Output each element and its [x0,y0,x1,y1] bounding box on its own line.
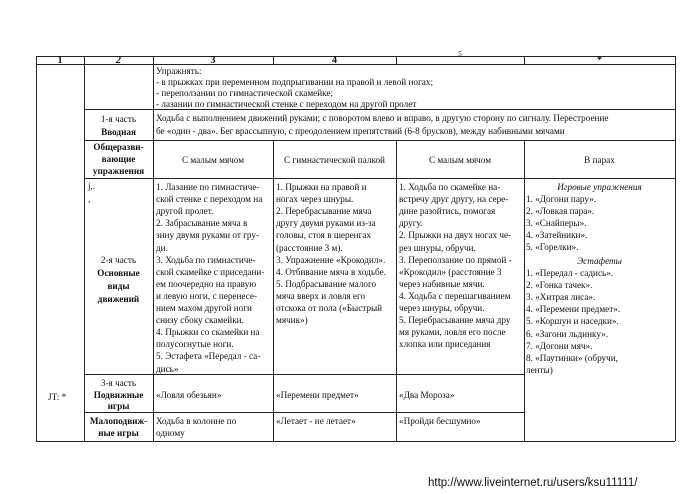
part3-name: Подвижные [93,390,144,400]
part3-col-4: «Перемени предмет» [276,390,359,400]
header-col-2: 2 [116,55,121,66]
col-5-line: 1. Ходьба по скамейке на- [399,182,501,192]
header-col-1: 1 [57,55,63,66]
part1-label: 1-я часть [100,114,137,124]
col-5-line: дине разойтись, помогая [399,206,496,217]
col-4-line: ногах через шнуры. [276,194,354,205]
general-col-4: С гимнастической палкой [284,155,385,165]
games-title: Игровые упражнения [557,182,642,192]
part1-text-line: Ходьба с выполнением движений руками; с поворотом влево и вправо, в другую сторону по сигналу. Перестроение [156,113,609,123]
col-5-line: 2. Прыжки на двух ногах че- [399,230,512,241]
col-3-line: 2. Забрасывание мяча в [156,218,248,229]
col-4-line: другу двумя руками из-за [276,218,376,229]
game-item: 1. «Догони пару». [526,194,597,204]
grid-line [273,140,274,441]
part3-col-5: «Два Мороза» [399,390,455,400]
header-col-5: 5 [458,50,462,58]
general-col-3: С малым мячом [181,155,245,165]
general-label: Общеразви- [93,142,144,152]
col-5-line: другу. [399,218,423,229]
grid-line [84,178,675,179]
margin-mark: JT: * [48,392,67,402]
col-5-line: встречу друг другу, на сере- [399,194,509,205]
col-5-line: 3. Переползание по прямой - [399,254,512,265]
low-mobility-col-5: «Пройди бесшумно» [399,416,481,426]
col-5-line: хлопка или приседания [399,339,491,350]
col-3-line: 1. Лазание по гимнастиче- [156,182,260,192]
note-line: - лазании по гимнастической стенке с переходом на другой пролет [156,99,417,109]
col-4-line: головы, стоя в шеренгах [276,230,372,241]
grid-line [36,56,37,441]
low-mobility-col-4: «Летает - не летает» [276,416,356,426]
part3-name: игры [107,401,130,411]
part2-label: 2-я часть [100,255,137,265]
note-line: - в прыжках при переменном подпрыгивании на правой и левой ногах; [156,77,434,87]
part2-name: виды [107,281,130,291]
col-3-line: ем поочередно на правую [156,278,257,289]
col-3-line: зину двумя руками от гру- [156,230,260,241]
watermark-url: http://www.liveinternet.ru/users/ksu11111/ [428,477,638,489]
col-5-line: «Крокодил» (расстояние 3 [399,266,502,277]
col-4-line: 1. Прыжки на правой и [276,182,367,192]
part1-name: Вводная [101,127,136,137]
grid-line [396,140,397,441]
scan-mark: j,. [88,181,96,191]
relay-item: 2. «Гонка тачек». [526,280,593,291]
relay-item: 7. «Догони мяч». [526,340,593,351]
col-5-line: 5. Перебрасывание мяча дру [399,315,511,326]
general-label: вающие [101,154,136,164]
col-5-line: через шнуры, обручи. [399,303,485,313]
game-item: 5. «Горелки». [526,242,579,253]
grid-line [84,374,524,375]
relay-item: 5. «Коршун и наседки». [526,316,619,327]
relay-item: 6. «Загони льдинку». [526,328,609,339]
header-col-3: 3 [210,55,216,66]
part2-name: Основные [97,268,140,278]
col-5-line: через набивные мячи. [399,278,485,289]
col-3-line: дись» [156,363,179,374]
header-col-6: * [597,55,602,66]
col-5-line: рез шнуры, обручи. [399,242,476,253]
part1-text-line: бе «один - два». Бег врассыпную, с преодолением препятствий (6-8 брусков), между набивными мячами [156,126,565,136]
game-item: 3. «Снайперы». [526,218,587,229]
relay-item: 3. «Хитрая лиса». [526,292,596,303]
low-mobility-name: ные игры [98,428,139,438]
col-3-line: 5. Эстафета «Передал - са- [156,351,261,362]
grid-line [153,56,154,441]
col-3-line: 3. Ходьба по гимнастиче- [156,254,256,265]
col-3-line: 4. Прыжки со скамейки на [156,327,260,338]
col-3-line: нием махом другой ноги [156,303,252,313]
col-3-line: снизу сбоку скамейки. [156,315,244,326]
col-5-line: мя руками, ловля его после [399,327,506,338]
col-4-line: 3. Упражнение «Крокодил». [276,254,386,265]
col-3-line: другой пролет. [156,206,214,217]
game-item: 2. «Ловкая пара». [526,206,595,217]
col-4-line: 5. Подбрасывание малого [276,278,377,289]
part2-name: движений [97,294,140,304]
relays-title: Эстафеты [577,256,622,266]
col-4-line: мяча вверх и ловля его [276,290,366,301]
col-4-line: отскока от пола («Быстрый [276,303,383,313]
low-mobility-col-3: Ходьба в колонне по [156,416,237,426]
col-3-line: и левую ноги, с перенесе- [156,290,258,301]
part3-label: 3-я часть [100,378,137,388]
col-4-line: (расстояние 3 м). [276,242,343,253]
part3-col-3: «Ловля обезьян» [156,390,222,400]
col-4-line: 4. Отбивание мяча в ходьбе. [276,266,386,277]
col-3-line: ской скамейке с приседани- [156,266,265,277]
relay-item: 8. «Паутинки» (обручи, [526,352,618,363]
col-3-line: ской стенке с переходом на [156,194,263,205]
col-5-line: 4. Ходьба с перешагиванием [399,290,511,301]
grid-line [36,441,675,442]
col-3-line: ди. [156,242,168,253]
col-4-line: мячик») [276,315,308,326]
header-col-4: 4 [332,55,337,66]
general-col-6: В парах [584,155,615,165]
relay-item: 4. «Перемени предмет». [526,304,621,315]
grid-line [675,56,676,441]
general-col-5: С малым мячом [428,155,492,165]
relay-item: ленты) [526,364,553,375]
low-mobility-col-3: одному [156,428,185,438]
scan-mark: , [88,194,91,204]
grid-line [84,140,675,141]
col-4-line: 2. Перебрасывание мяча [276,206,372,217]
relay-item: 1. «Передал - садись». [526,268,614,278]
low-mobility-name: Малоподвиж- [89,416,148,426]
game-item: 4. «Затейники». [526,230,588,241]
general-label: упражнения [92,166,145,176]
col-3-line: полусогнутые ноги. [156,339,234,350]
note-line: Упражнять: [156,66,202,76]
note-line: - переползании по гимнастической скамейке; [156,88,334,98]
